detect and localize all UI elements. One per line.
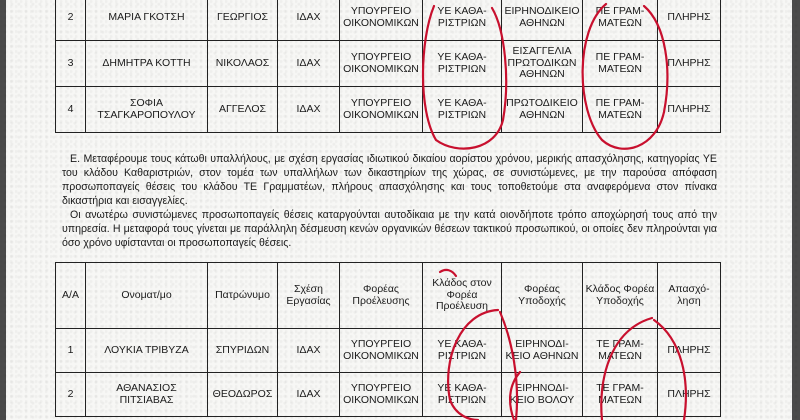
- host-branch: ΤΕ ΓΡΑΜ- ΜΑΤΕΩΝ: [583, 329, 658, 373]
- employment-type: ΠΛΗΡΗΣ: [658, 0, 721, 41]
- paragraph-e: Ε. Μεταφέρουμε τους κάτωθι υπαλλήλους, με σχέση εργασίας ιδιωτικού δικαίου αορίστου χρόνου, μερικής απασχόλησης, κατηγορίας ΥΕ του κλάδου Καθαριστριών, στον τομέα των υπαλλήλων των δικαστηρίων της χώρας, σε συνιστώμενες, με την παρούσα απόφαση προσωποπαγείς θέσεις του κλάδου ΤΕ Γραμματέων, πλήρους απασχόλησης και τους τοποθετούμε στα αναφερόμενα στον πίνακα δικαστήρια και εισαγγελίες.: [62, 153, 717, 207]
- row-number: 3: [56, 41, 86, 87]
- father-name: ΑΓΓΕΛΟΣ: [208, 87, 278, 133]
- origin-agency: ΥΠΟΥΡΓΕΙΟ ΟΙΚΟΝΟΜΙΚΩΝ: [340, 0, 423, 41]
- employment-type: ΠΛΗΡΗΣ: [658, 329, 721, 373]
- row-number: 2: [56, 0, 86, 41]
- host-branch: ΠΕ ΓΡΑΜ- ΜΑΤΕΩΝ: [583, 41, 658, 87]
- origin-agency: ΥΠΟΥΡΓΕΙΟ ΟΙΚΟΝΟΜΙΚΩΝ: [340, 87, 423, 133]
- origin-agency: ΥΠΟΥΡΓΕΙΟ ΟΙΚΟΝΟΜΙΚΩΝ: [340, 41, 423, 87]
- table-row: [56, 0, 721, 41]
- father-name: ΝΙΚΟΛΑΟΣ: [208, 41, 278, 87]
- row-number: 1: [56, 329, 86, 373]
- scan-edge-left: [0, 0, 6, 420]
- origin-branch: ΥΕ ΚΑΘΑ- ΡΙΣΤΡΙΩΝ: [423, 373, 502, 417]
- transfer-table-1: [55, 0, 721, 133]
- header-branch-origin: Κλάδος στον Φορέα Προέλευση: [423, 263, 502, 329]
- origin-branch: ΥΕ ΚΑΘΑ- ΡΙΣΤΡΙΩΝ: [423, 41, 502, 87]
- header-number: Α/Α: [56, 263, 86, 329]
- work-relation: ΙΔΑΧ: [278, 329, 340, 373]
- work-relation: ΙΔΑΧ: [278, 0, 340, 41]
- employment-type: ΠΛΗΡΗΣ: [658, 87, 721, 133]
- row-number: 2: [56, 373, 86, 417]
- paragraph-abolition: Οι ανωτέρω συνιστώμενες προσωποπαγείς θέσεις καταργούνται αυτοδίκαια με την κατά οιονδήποτε τρόπο αποχώρησή τους από την υπηρεσία. Η μεταφορά τους γίνεται με παράλληλη δέσμευση κενών οργανικών θέσεων τακτικού προσωπικού, οι οποίες δεν πληρούνται για όσο χρόνο υφίστανται οι προσωποπαγείς θέσεις.: [62, 209, 717, 249]
- header-employment: Απασχό- ληση: [658, 263, 721, 329]
- transfer-table-2: [55, 262, 721, 417]
- scan-edge-right: [792, 0, 800, 420]
- father-name: ΣΠΥΡΙΔΩΝ: [208, 329, 278, 373]
- header-relation: Σχέση Εργασίας: [278, 263, 340, 329]
- header-branch-host: Κλάδος Φορέα Υποδοχής: [583, 263, 658, 329]
- employment-type: ΠΛΗΡΗΣ: [658, 41, 721, 87]
- host-agency: ΕΙΡΗΝΟΔΙ- ΚΕΙΟ ΒΟΛΟΥ: [502, 373, 583, 417]
- work-relation: ΙΔΑΧ: [278, 373, 340, 417]
- table-row: [56, 329, 721, 373]
- employee-name: ΜΑΡΙΑ ΓΚΟΤΣΗ: [86, 0, 208, 41]
- employee-name: ΛΟΥΚΙΑ ΤΡΙΒΥΖΑ: [86, 329, 208, 373]
- table-row: [56, 373, 721, 417]
- header-name: Ονοματ/μο: [86, 263, 208, 329]
- header-father: Πατρώνυμο: [208, 263, 278, 329]
- origin-branch: ΥΕ ΚΑΘΑ- ΡΙΣΤΡΙΩΝ: [423, 0, 502, 41]
- work-relation: ΙΔΑΧ: [278, 87, 340, 133]
- host-agency: ΕΙΣΑΓΓΕΛΙΑ ΠΡΩΤΟΔΙΚΩΝ ΑΘΗΝΩΝ: [502, 41, 583, 87]
- host-branch: ΠΕ ΓΡΑΜ- ΜΑΤΕΩΝ: [583, 0, 658, 41]
- employee-name: ΑΘΑΝΑΣΙΟΣ ΠΙΤΣΙΑΒΑΣ: [86, 373, 208, 417]
- row-number: 4: [56, 87, 86, 133]
- table-header-row: [56, 263, 721, 329]
- header-origin: Φορέας Προέλευσης: [340, 263, 423, 329]
- header-host: Φορέας Υποδοχής: [502, 263, 583, 329]
- employee-name: ΣΟΦΙΑ ΤΣΑΓΚΑΡΟΠΟΥΛΟΥ: [86, 87, 208, 133]
- employment-type: ΠΛΗΡΗΣ: [658, 373, 721, 417]
- work-relation: ΙΔΑΧ: [278, 41, 340, 87]
- origin-agency: ΥΠΟΥΡΓΕΙΟ ΟΙΚΟΝΟΜΙΚΩΝ: [340, 329, 423, 373]
- host-agency: ΕΙΡΗΝΟΔΙΚΕΙΟ ΑΘΗΝΩΝ: [502, 0, 583, 41]
- origin-agency: ΥΠΟΥΡΓΕΙΟ ΟΙΚΟΝΟΜΙΚΩΝ: [340, 373, 423, 417]
- origin-branch: ΥΕ ΚΑΘΑ- ΡΙΣΤΡΙΩΝ: [423, 329, 502, 373]
- host-branch: ΠΕ ΓΡΑΜ- ΜΑΤΕΩΝ: [583, 87, 658, 133]
- father-name: ΓΕΩΡΓΙΟΣ: [208, 0, 278, 41]
- father-name: ΘΕΟΔΩΡΟΣ: [208, 373, 278, 417]
- employee-name: ΔΗΜΗΤΡΑ ΚΟΤΤΗ: [86, 41, 208, 87]
- host-branch: ΤΕ ΓΡΑΜ- ΜΑΤΕΩΝ: [583, 373, 658, 417]
- host-agency: ΠΡΩΤΟΔΙΚΕΙΟ ΑΘΗΝΩΝ: [502, 87, 583, 133]
- origin-branch: ΥΕ ΚΑΘΑ- ΡΙΣΤΡΙΩΝ: [423, 87, 502, 133]
- table-row: [56, 41, 721, 87]
- table-row: [56, 87, 721, 133]
- host-agency: ΕΙΡΗΝΟΔΙ- ΚΕΙΟ ΑΘΗΝΩΝ: [502, 329, 583, 373]
